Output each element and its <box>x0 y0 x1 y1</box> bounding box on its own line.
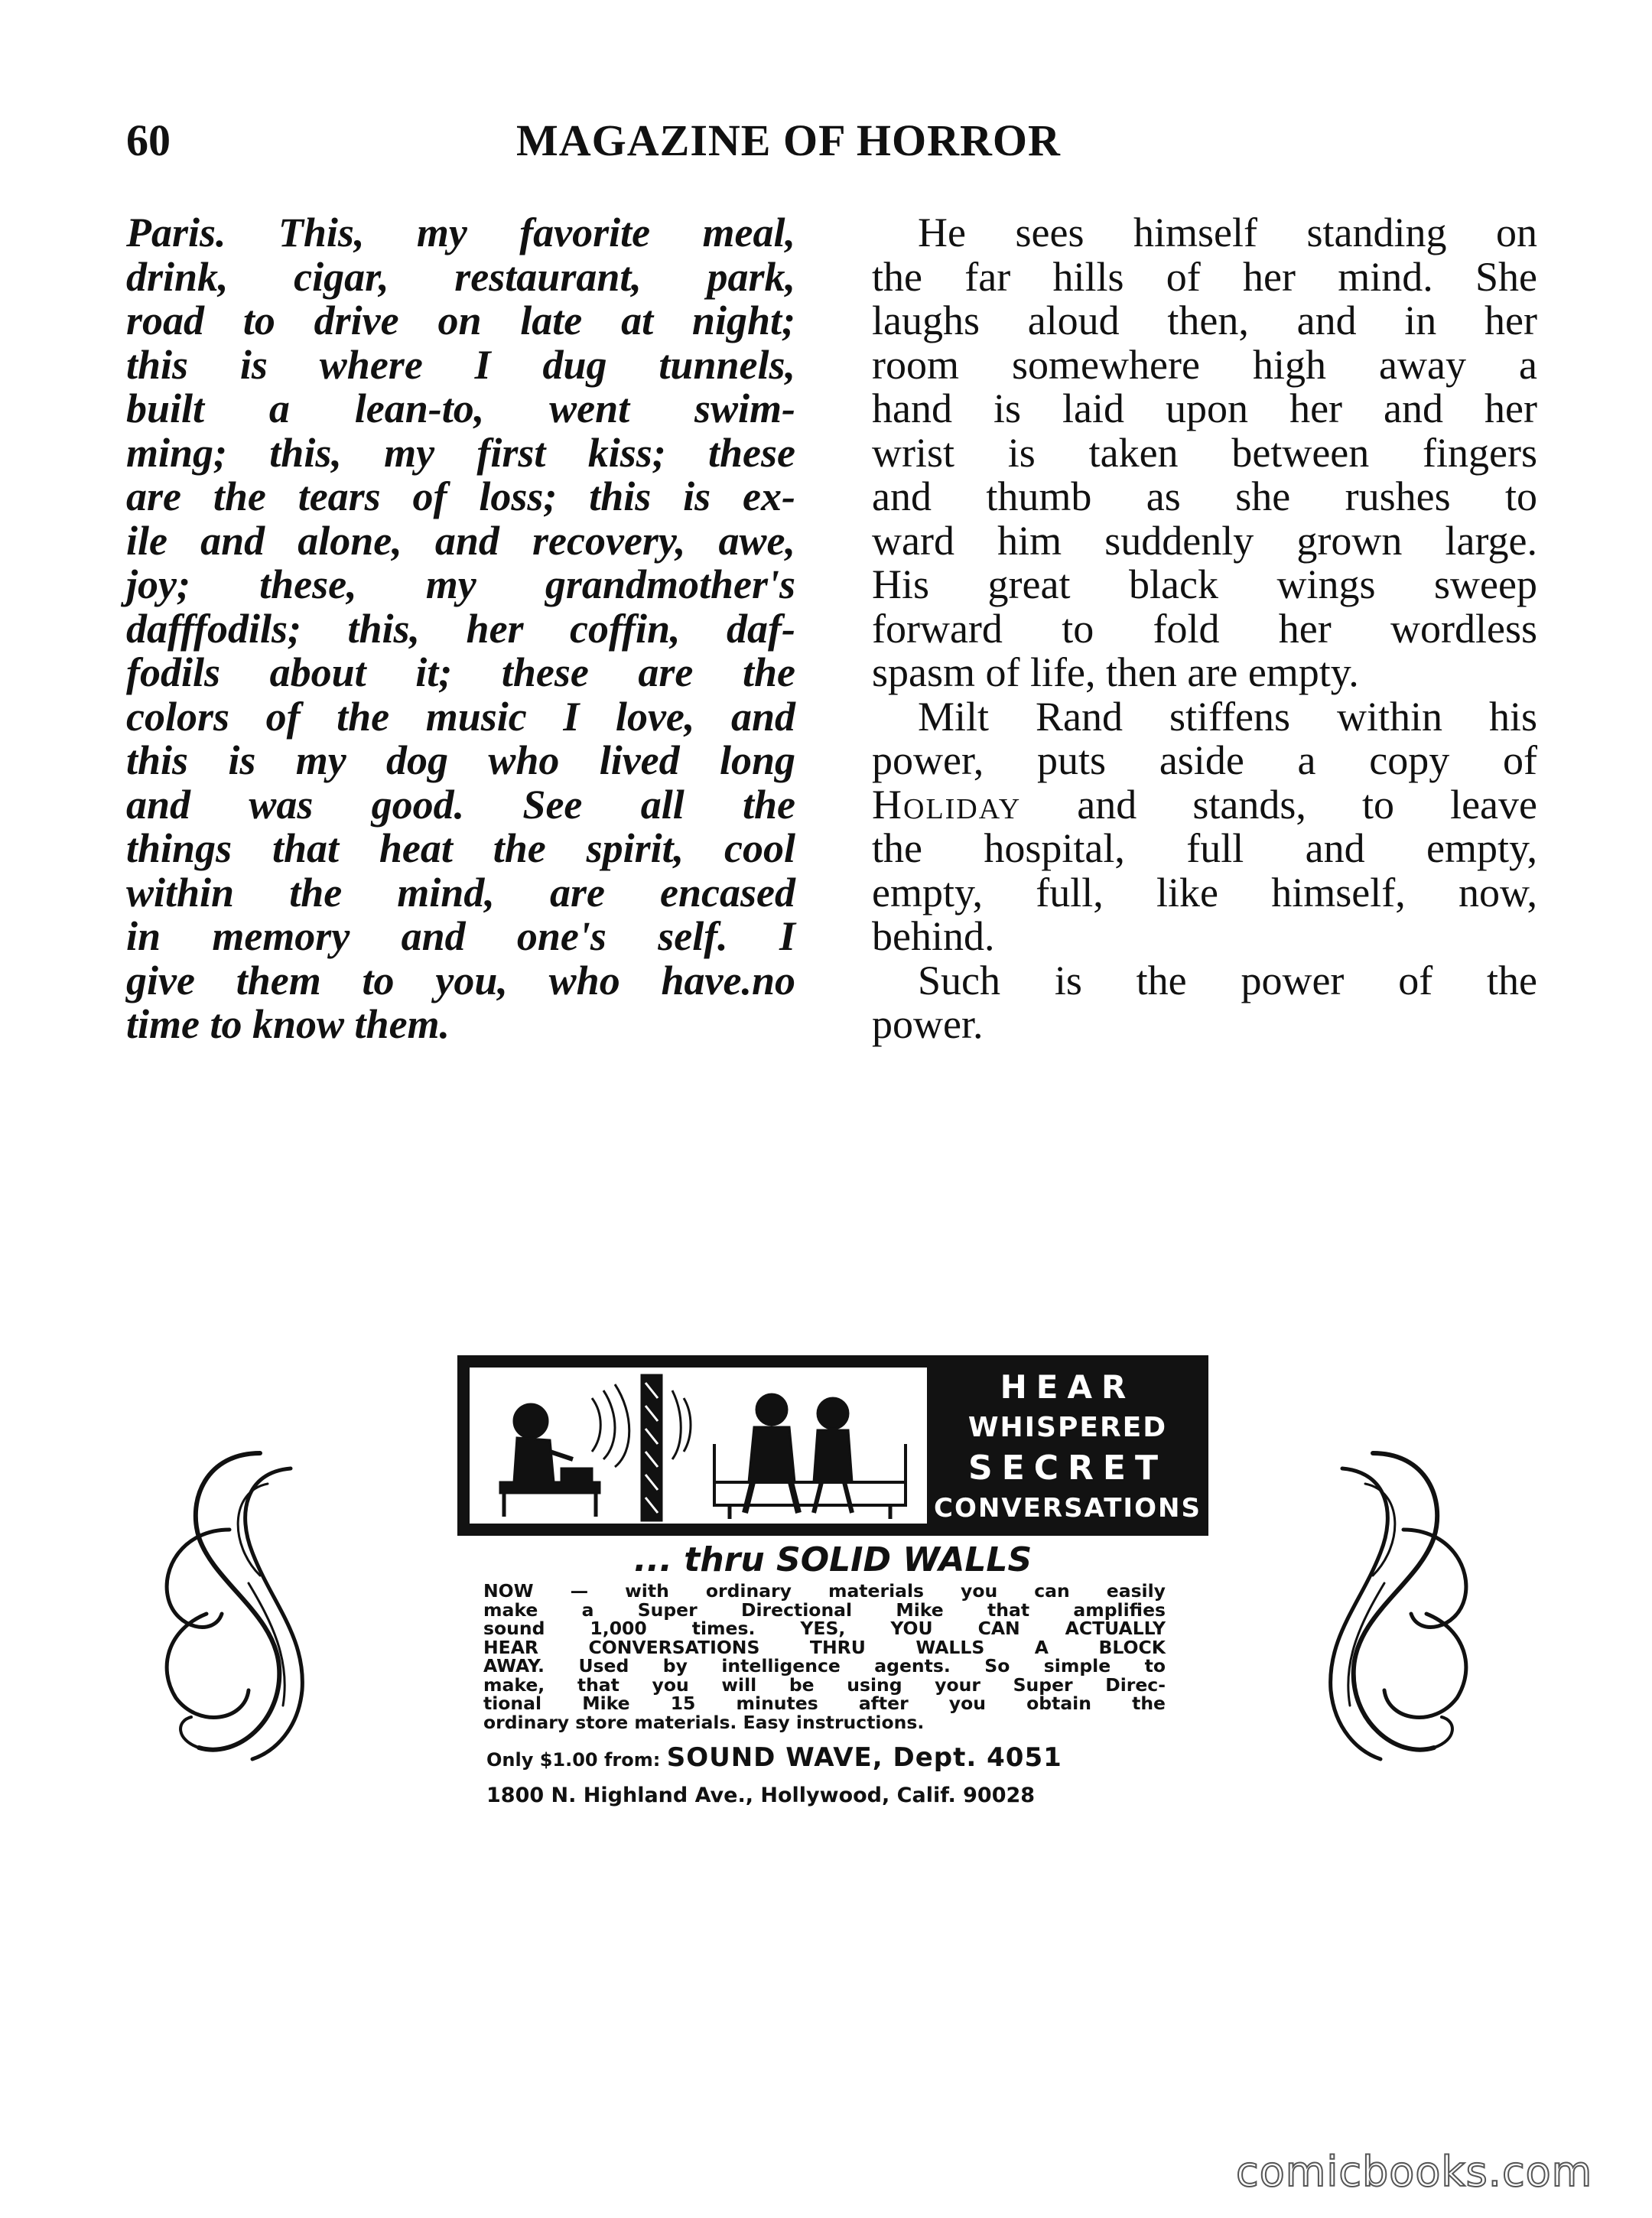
text-line: His great black wings sweep <box>872 561 1537 607</box>
text-line: joy; these, my grandmother's <box>126 561 795 607</box>
text-line: laughs aloud then, and in her <box>872 298 1537 343</box>
left-column <box>126 211 795 1047</box>
ad-body-line: ordinary store materials. Easy instructions. <box>483 1711 925 1733</box>
text-line <box>872 783 1537 828</box>
text-line: Paris. This, my favorite meal, <box>126 210 795 255</box>
text-line: and thumb as she rushes to <box>872 473 1537 519</box>
text-line: time to know them. <box>126 1001 450 1047</box>
text-line: ile and alone, and recovery, awe, <box>126 517 795 564</box>
ad-headline-line: HEAR <box>1000 1368 1136 1406</box>
text-line: this is my dog who lived long <box>126 737 795 783</box>
ad-headline <box>933 1366 1202 1527</box>
text-line: this is where I dug tunnels, <box>126 341 795 388</box>
page-header <box>126 115 1541 184</box>
ad-body-line: sound 1,000 times. YES, YOU CAN ACTUALLY <box>483 1618 1166 1639</box>
text-line: drink, cigar, restaurant, park, <box>126 253 795 300</box>
text-line: give them to you, who have.no <box>126 957 795 1003</box>
text-line: spasm of life, then are empty. <box>872 649 1359 695</box>
text-line: built a lean-to, went swim- <box>126 385 795 431</box>
text-line: things that heat the spirit, cool <box>126 825 795 871</box>
text-line: ward him suddenly grown large. <box>872 517 1537 564</box>
text-line: the far hills of her mind. She <box>872 253 1537 300</box>
text-line: wrist is taken between fingers <box>872 429 1537 476</box>
ad-body-line: NOW — with ordinary materials you can easily <box>483 1580 1166 1602</box>
text-line: room somewhere high away a <box>872 341 1537 388</box>
text-line: Such is the power of the <box>918 957 1537 1003</box>
text-line: and was good. See all the <box>126 781 795 828</box>
text-fragment: and stands, to leave <box>1021 781 1537 828</box>
text-line: fodils about it; these are the <box>126 649 795 695</box>
ad-body-line: make, that you will be using your Super Direc- <box>483 1673 1166 1696</box>
ad-headline-line: CONVERSATIONS <box>934 1493 1202 1524</box>
right-column <box>872 211 1537 1047</box>
text-line: the hospital, full and empty, <box>872 825 1537 871</box>
ad-body <box>483 1582 1166 1732</box>
text-line: ming; this, my first kiss; these <box>126 429 795 476</box>
ad-body-line: HEAR CONVERSATIONS THRU WALLS A BLOCK <box>483 1636 1166 1658</box>
text-line: forward to fold her wordless <box>872 605 1537 652</box>
text-line: colors of the music I love, and <box>126 693 795 740</box>
ad-illustration <box>470 1368 927 1524</box>
ad-headline-line: SECRET <box>968 1449 1167 1488</box>
right-flourish <box>1289 1438 1518 1774</box>
ad-address: 1800 N. Highland Ave., Hollywood, Calif. 90028 <box>486 1784 1036 1807</box>
magazine-title: MAGAZINE OF HORROR <box>516 115 1061 165</box>
page-number: 60 <box>126 115 171 165</box>
text-line: are the tears of loss; this is ex- <box>126 473 795 519</box>
left-flourish <box>115 1438 344 1774</box>
text-line: power. <box>872 1001 984 1047</box>
text-line: hand is laid upon her and her <box>872 385 1537 431</box>
classified-ad <box>457 1355 1208 1807</box>
text-line: empty, full, like himself, now, <box>872 869 1537 915</box>
text-line: dafffodils; this, her coffin, daf- <box>126 605 795 652</box>
ad-tagline: ... thru SOLID WALLS <box>633 1540 1032 1579</box>
ad-order-line <box>486 1742 1208 1773</box>
text-line: within the mind, are encased <box>126 869 795 915</box>
text-line: behind. <box>872 913 995 959</box>
text-line: power, puts aside a copy of <box>872 737 1537 783</box>
ad-company: SOUND WAVE, Dept. 4051 <box>666 1742 1062 1773</box>
ad-headline-line: WHISPERED <box>967 1412 1168 1443</box>
ad-price: Only $1.00 from: <box>486 1749 667 1771</box>
ad-body-line: AWAY. Used by intelligence agents. So simple to <box>483 1655 1166 1677</box>
text-line: He sees himself standing on <box>918 210 1537 255</box>
watermark: comicbooks.com <box>1236 2148 1593 2196</box>
text-line: Milt Rand stiffens within his <box>918 693 1537 740</box>
text-line: road to drive on late at night; <box>126 298 795 343</box>
holiday-title: Holiday <box>872 781 1022 828</box>
ad-body-line: make a Super Directional Mike that amplifies <box>483 1598 1166 1621</box>
ad-banner <box>457 1355 1208 1536</box>
ad-body-line: tional Mike 15 minutes after you obtain the <box>483 1693 1166 1714</box>
text-line: in memory and one's self. I <box>126 913 795 959</box>
